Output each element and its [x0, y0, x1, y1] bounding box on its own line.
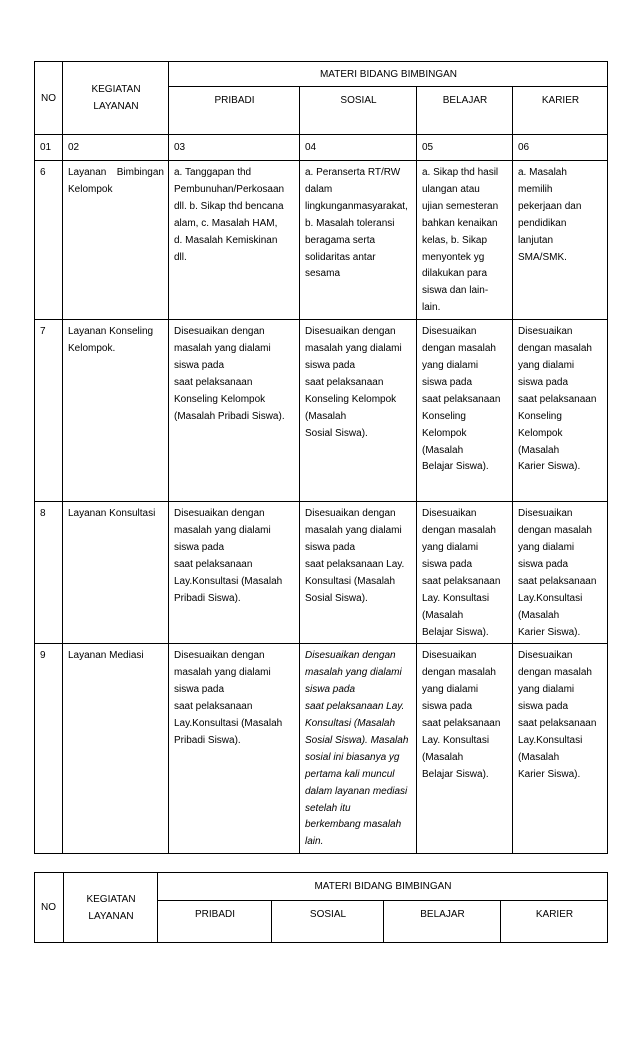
header-sosial: SOSIAL: [272, 901, 384, 943]
header-no: NO: [35, 62, 63, 135]
row-kegiatan: Layanan Konsultasi: [63, 502, 169, 644]
table-row: [35, 161, 608, 320]
row-belajar: Disesuaikan dengan masalah yang dialami siswa pada saat pelaksanaan Konseling Kelompok (Masalah Belajar Siswa).: [417, 320, 513, 502]
row-no: 7: [35, 320, 63, 502]
header-belajar: BELAJAR: [384, 901, 501, 943]
header-pribadi: PRIBADI: [169, 87, 300, 135]
column-number: 02: [63, 135, 169, 161]
row-kegiatan: Layanan Mediasi: [63, 644, 169, 854]
row-sosial: a. Peranserta RT/RW dalam lingkunganmasyarakat, b. Masalah toleransi beragama serta solidaritas antar sesama: [300, 161, 417, 320]
row-karier: a. Masalah memilih pekerjaan dan pendidikan lanjutan SMA/SMK.: [513, 161, 608, 320]
row-kegiatan: Layanan Konseling Kelompok.: [63, 320, 169, 502]
row-sosial: Disesuaikan dengan masalah yang dialami siswa pada saat pelaksanaan Lay. Konsultasi (Masalah Sosial Siswa).: [300, 502, 417, 644]
column-number: 05: [417, 135, 513, 161]
row-no: 9: [35, 644, 63, 854]
row-karier: Disesuaikan dengan masalah yang dialami siswa pada saat pelaksanaan Konseling Kelompok (Masalah Karier Siswa).: [513, 320, 608, 502]
row-no: 6: [35, 161, 63, 320]
row-sosial: Disesuaikan dengan masalah yang dialami siswa pada saat pelaksanaan Konseling Kelompok (Masalah Sosial Siswa).: [300, 320, 417, 502]
row-pribadi: a. Tanggapan thd Pembunuhan/Perkosaan dll. b. Sikap thd bencana alam, c. Masalah HAM, d. Masalah Kemiskinan dll.: [169, 161, 300, 320]
header-kegiatan: KEGIATAN LAYANAN: [63, 62, 169, 135]
header-karier: KARIER: [501, 901, 608, 943]
materi-bimbingan-table: [34, 61, 608, 854]
row-pribadi: Disesuaikan dengan masalah yang dialami siswa pada saat pelaksanaan Lay.Konsultasi (Masalah Pribadi Siswa).: [169, 644, 300, 854]
row-sosial: Disesuaikan dengan masalah yang dialami siswa pada saat pelaksanaan Lay. Konsultasi (Masalah Sosial Siswa). Masalah sosial ini biasanya yg pertama kali muncul dalam layanan mediasi setelah itu berkembang masalah lain.: [300, 644, 417, 854]
row-pribadi: Disesuaikan dengan masalah yang dialami siswa pada saat pelaksanaan Konseling Kelompok (Masalah Pribadi Siswa).: [169, 320, 300, 502]
row-karier: Disesuaikan dengan masalah yang dialami siswa pada saat pelaksanaan Lay.Konsultasi (Masalah Karier Siswa).: [513, 502, 608, 644]
column-number: 06: [513, 135, 608, 161]
header-kegiatan: KEGIATAN LAYANAN: [64, 873, 158, 943]
header-pribadi: PRIBADI: [158, 901, 272, 943]
header-sosial: SOSIAL: [300, 87, 417, 135]
materi-bimbingan-table-continued: [34, 872, 608, 943]
column-number: 01: [35, 135, 63, 161]
row-pribadi: Disesuaikan dengan masalah yang dialami siswa pada saat pelaksanaan Lay.Konsultasi (Masalah Pribadi Siswa).: [169, 502, 300, 644]
row-belajar: Disesuaikan dengan masalah yang dialami siswa pada saat pelaksanaan Lay. Konsultasi (Masalah Belajar Siswa).: [417, 644, 513, 854]
table-row: [35, 320, 608, 502]
header-materi: MATERI BIDANG BIMBINGAN: [169, 62, 608, 87]
row-belajar: a. Sikap thd hasil ulangan atau ujian semesteran bahkan kenaikan kelas, b. Sikap menyontek yg dilakukan para siswa dan lain- lain.: [417, 161, 513, 320]
column-number-row: [35, 135, 608, 161]
header-belajar: BELAJAR: [417, 87, 513, 135]
header-materi: MATERI BIDANG BIMBINGAN: [158, 873, 608, 901]
header-karier: KARIER: [513, 87, 608, 135]
table-row: [35, 644, 608, 854]
row-no: 8: [35, 502, 63, 644]
row-kegiatan: Layanan Bimbingan Kelompok: [63, 161, 169, 320]
row-karier: Disesuaikan dengan masalah yang dialami siswa pada saat pelaksanaan Lay.Konsultasi (Masalah Karier Siswa).: [513, 644, 608, 854]
row-belajar: Disesuaikan dengan masalah yang dialami siswa pada saat pelaksanaan Lay. Konsultasi (Masalah Belajar Siswa).: [417, 502, 513, 644]
column-number: 03: [169, 135, 300, 161]
table-row: [35, 502, 608, 644]
header-no: NO: [35, 873, 64, 943]
column-number: 04: [300, 135, 417, 161]
